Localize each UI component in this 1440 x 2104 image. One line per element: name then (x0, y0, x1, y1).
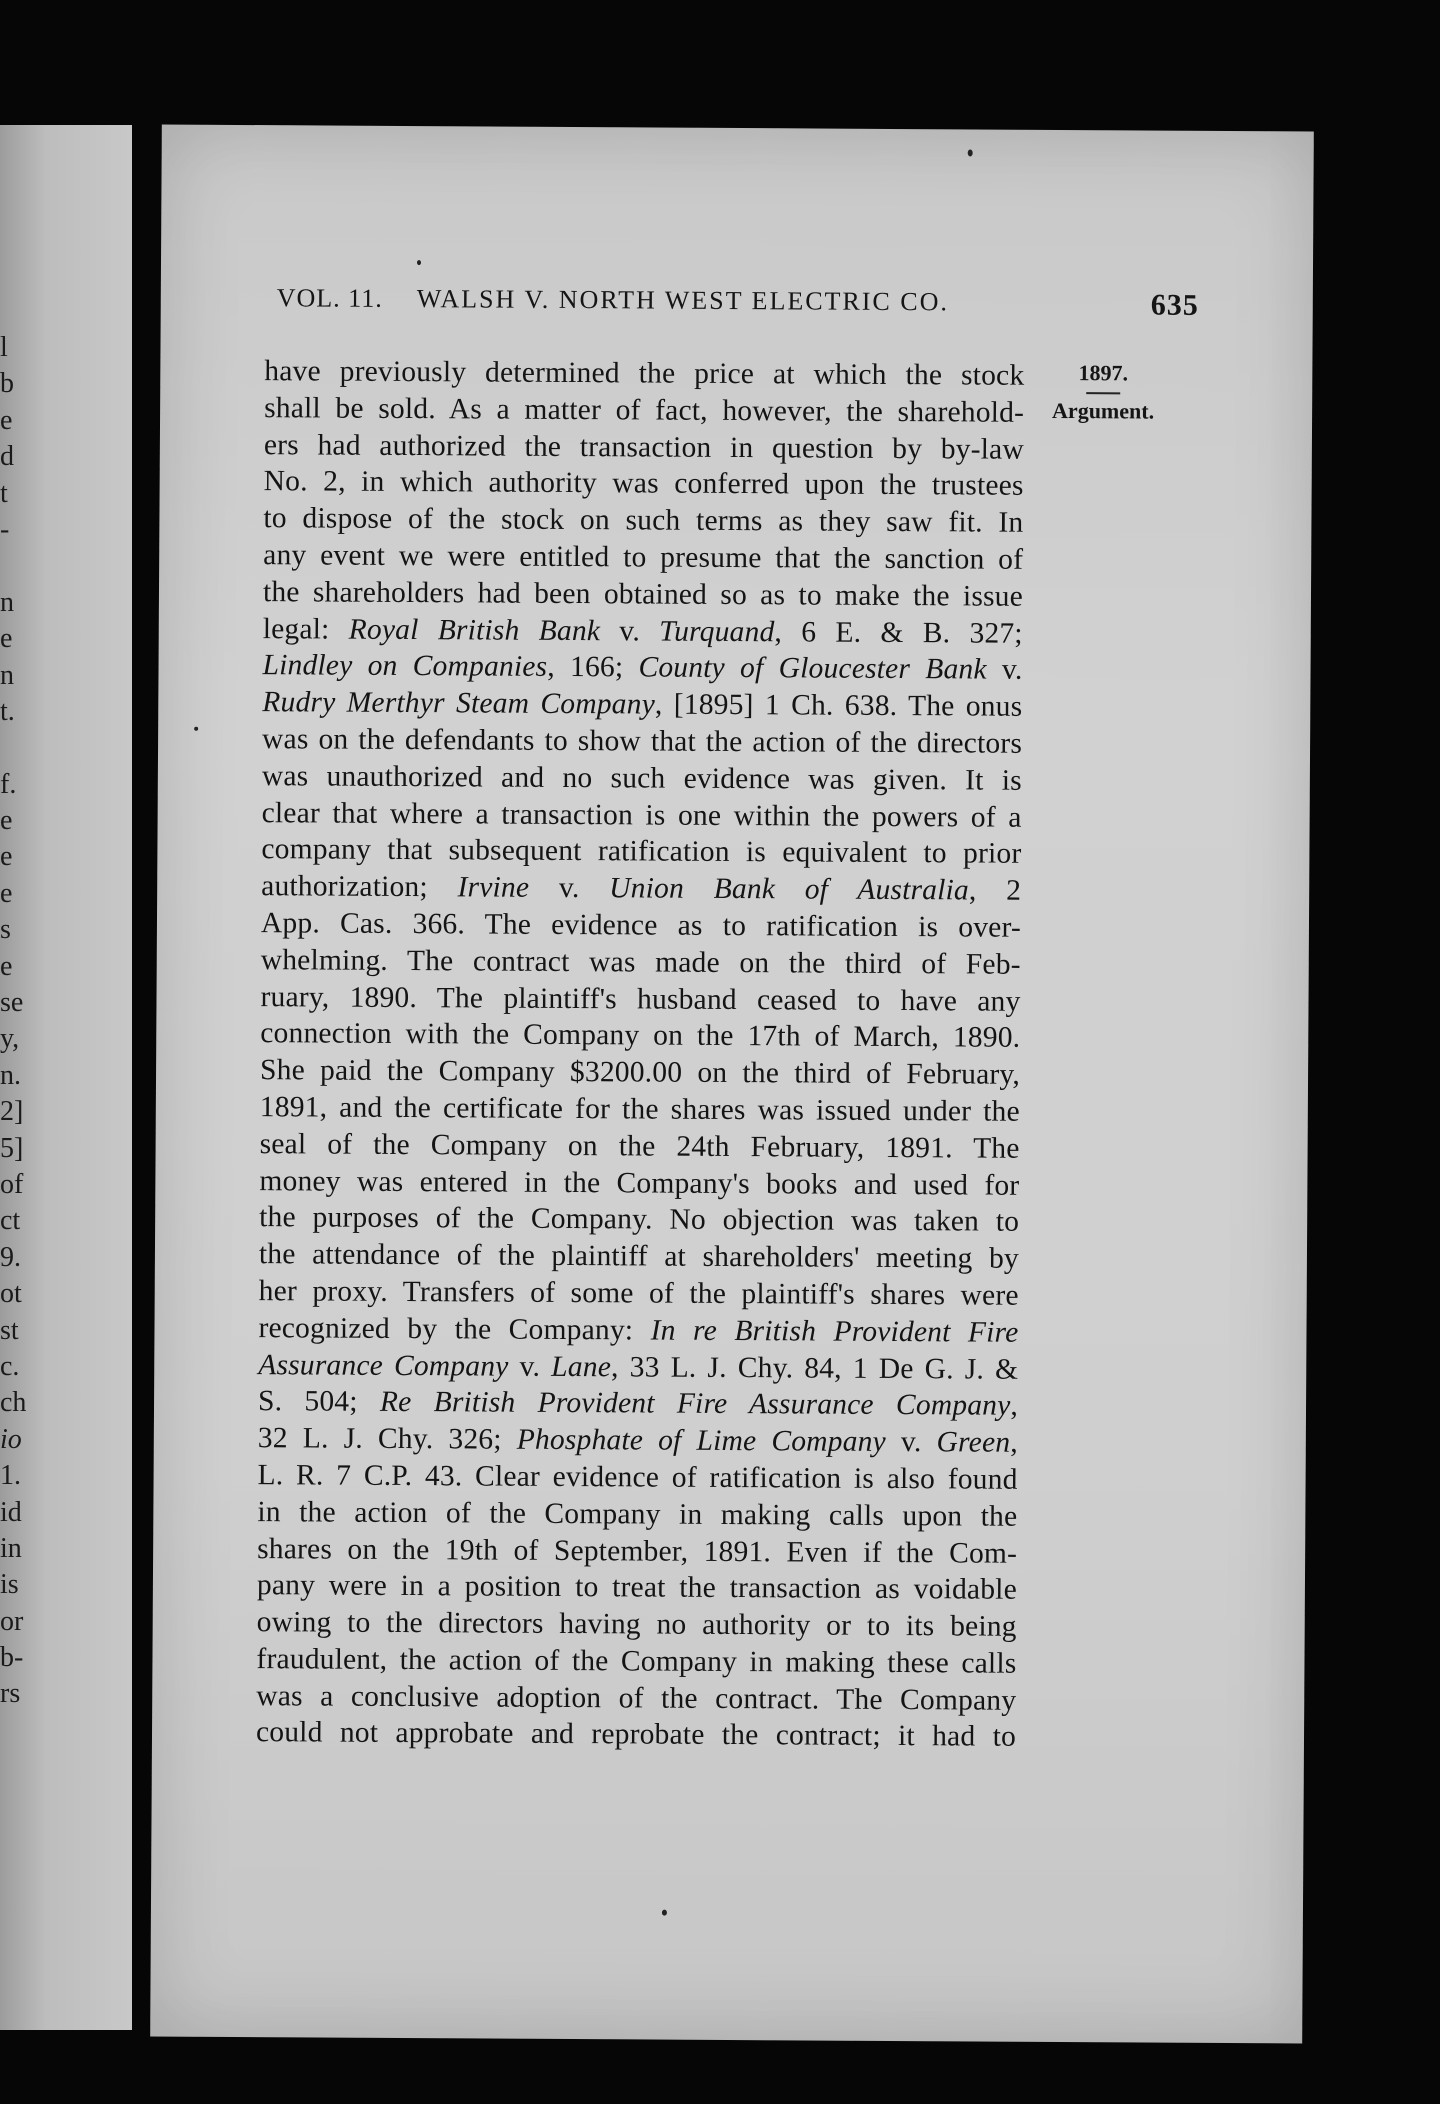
text-line: 1891, and the certificate for the shares was issued under the (259, 1091, 1020, 1128)
text-line: App. Cas. 366. The evidence as to ratification is over- (260, 907, 1022, 944)
facing-page-fragment: e (0, 805, 13, 837)
case-citation: In re British Provident Fire (650, 1314, 1019, 1349)
text-line: ruary, 1890. The plaintiff's husband ceased to have any (260, 980, 1021, 1018)
text-line: money was entered in the Company's books and used for (259, 1164, 1020, 1202)
case-citation: Turquand (659, 615, 775, 648)
facing-page-fragment: rs (0, 1678, 21, 1710)
ink-speck (968, 149, 973, 156)
case-citation: County of Gloucester Bank (638, 651, 987, 686)
case-citation: Phosphate of Lime Company (516, 1423, 886, 1459)
facing-page-fragment: of (0, 1168, 24, 1200)
text-line: was unauthorized and no such evidence was given. It is (261, 759, 1022, 797)
margin-note (1048, 360, 1158, 425)
text-line: L. R. 7 C.P. 43. Clear evidence of ratification is also found (257, 1459, 1018, 1496)
ink-speck (662, 1910, 667, 1916)
text-line: the shareholders had been obtained so as to make the issue (262, 575, 1024, 613)
text-line: any event we were entitled to presume that the sanction of (263, 539, 1024, 576)
text-line: shall be sold. As a matter of fact, however, the sharehold- (264, 391, 1025, 429)
case-citation: Lindley on Companies (262, 649, 548, 684)
case-citation: Green (936, 1426, 1011, 1459)
facing-page-fragment: c. (0, 1350, 20, 1382)
facing-page-fragment: b (0, 368, 14, 400)
facing-page-fragment: st (0, 1314, 19, 1346)
facing-page-fragment: in (0, 1532, 22, 1564)
text-line: legal: Royal British Bank v. Turquand, 6 E. & B. 327; (262, 612, 1023, 650)
margin-label: Argument. (1052, 397, 1155, 424)
facing-page-fragment: b- (0, 1642, 24, 1674)
facing-page-fragment: s (0, 914, 11, 946)
ink-speck (417, 260, 421, 265)
text-line: connection with the Company on the 17th of March, 1890. (260, 1017, 1021, 1055)
body-text (256, 353, 1025, 1756)
facing-page-fragment: t. (0, 695, 15, 727)
facing-page-fragment: 5] (0, 1132, 24, 1164)
facing-page-fragment: ct (0, 1205, 21, 1237)
facing-page-fragment: t (0, 477, 8, 509)
text-line: shares on the 19th of September, 1891. Even if the Com- (257, 1532, 1018, 1570)
text-line: to dispose of the stock on such terms as they saw fit. In (263, 502, 1024, 539)
facing-page-fragment: e (0, 404, 13, 436)
text-line: authorization; Irvine v. Union Bank of Australia, 2 (261, 870, 1022, 907)
margin-year: 1897. (1078, 360, 1129, 386)
facing-page-fragment: se (0, 987, 24, 1019)
facing-page-edge (0, 125, 132, 2030)
ink-speck (194, 727, 198, 731)
facing-page-fragment: e (0, 841, 13, 873)
text-line: in the action of the Company in making calls upon the (257, 1495, 1018, 1533)
case-citation: Lane (551, 1350, 612, 1383)
text-line: pany were in a position to treat the transaction as voidable (256, 1569, 1018, 1607)
facing-page-fragment: n. (0, 1059, 21, 1091)
text-line: Lindley on Companies, 166; County of Gloucester Bank v. (262, 649, 1023, 687)
page-number: 635 (1150, 288, 1199, 322)
running-header (276, 283, 1199, 322)
running-title: WALSH V. NORTH WEST ELECTRIC CO. (416, 284, 950, 317)
text-line: seal of the Company on the 24th February, 1891. The (259, 1127, 1020, 1165)
text-line: She paid the Company $3200.00 on the third of February, (259, 1054, 1021, 1091)
facing-page-fragment: l (0, 332, 8, 363)
facing-page-fragment: ot (0, 1278, 22, 1310)
text-line: was a conclusive adoption of the contract. The Company (256, 1679, 1017, 1717)
case-citation: Re British Provident Fire Assurance Company (379, 1386, 1011, 1423)
text-line: clear that where a transaction is one within the powers of a (261, 796, 1022, 834)
text-line: Rudry Merthyr Steam Company, [1895] 1 Ch. 638. The onus (262, 686, 1023, 723)
text-line: was on the defendants to show that the action of the directors (262, 723, 1023, 760)
text-line: her proxy. Transfers of some of the plaintiff's shares were (258, 1275, 1019, 1312)
facing-page-fragment: ch (0, 1387, 27, 1419)
text-line: whelming. The contract was made on the third of Feb- (260, 943, 1021, 981)
facing-page-fragment: d (0, 441, 14, 473)
facing-page-fragment: e (0, 877, 13, 909)
text-line: the attendance of the plaintiff at shareholders' meeting by (258, 1238, 1020, 1275)
case-citation: Royal British Bank (348, 613, 601, 647)
facing-page-fragment (0, 548, 40, 584)
facing-page-fragment (0, 730, 40, 766)
facing-page-fragment: e (0, 623, 13, 655)
facing-page-fragment: io (0, 1423, 22, 1455)
text-line: the purposes of the Company. No objection was taken to (259, 1201, 1020, 1239)
text-line: fraudulent, the action of the Company in making these calls (256, 1642, 1017, 1680)
case-citation: Rudry Merthyr Steam Company (262, 686, 656, 721)
text-line: recognized by the Company: In re British Provident Fire (258, 1311, 1019, 1349)
text-line: have previously determined the price at which the stock (264, 355, 1025, 392)
facing-page-fragment: or (0, 1605, 24, 1637)
volume-label: VOL. 11. (276, 283, 383, 313)
facing-page-fragment: n (0, 659, 14, 691)
case-citation: Union Bank of Australia (609, 872, 970, 907)
case-citation: Irvine (457, 871, 530, 904)
facing-page-fragment: f. (0, 768, 17, 800)
case-citation: Assurance Company (258, 1348, 509, 1383)
facing-page-fragment: - (0, 513, 10, 545)
facing-page-fragment: is (0, 1569, 19, 1601)
text-line: company that subsequent ratification is equivalent to prior (261, 833, 1022, 871)
text-line: ers had authorized the transaction in question by by-law (263, 428, 1024, 466)
text-line: could not approbate and reprobate the contract; it had to (255, 1716, 1017, 1754)
facing-page-text-fragments (0, 330, 40, 1713)
facing-page-fragment: n (0, 586, 14, 618)
text-line: Assurance Company v. Lane, 33 L. J. Chy. 84, 1 De G. J. & (258, 1348, 1019, 1386)
facing-page-fragment: 9. (0, 1241, 21, 1273)
facing-page-fragment: y, (0, 1023, 20, 1055)
book-page (150, 124, 1314, 2043)
facing-page-fragment: e (0, 950, 13, 982)
facing-page-fragment: 1. (0, 1460, 21, 1492)
margin-rule (1086, 392, 1120, 394)
text-line: owing to the directors having no authority or to its being (256, 1606, 1017, 1643)
text-line: No. 2, in which authority was conferred upon the trustees (263, 465, 1024, 503)
facing-page-fragment: id (0, 1496, 22, 1528)
text-line: S. 504; Re British Provident Fire Assurance Company, (257, 1385, 1019, 1423)
facing-page-fragment: 2] (0, 1096, 24, 1128)
text-line: 32 L. J. Chy. 326; Phosphate of Lime Company v. Green, (257, 1422, 1018, 1459)
